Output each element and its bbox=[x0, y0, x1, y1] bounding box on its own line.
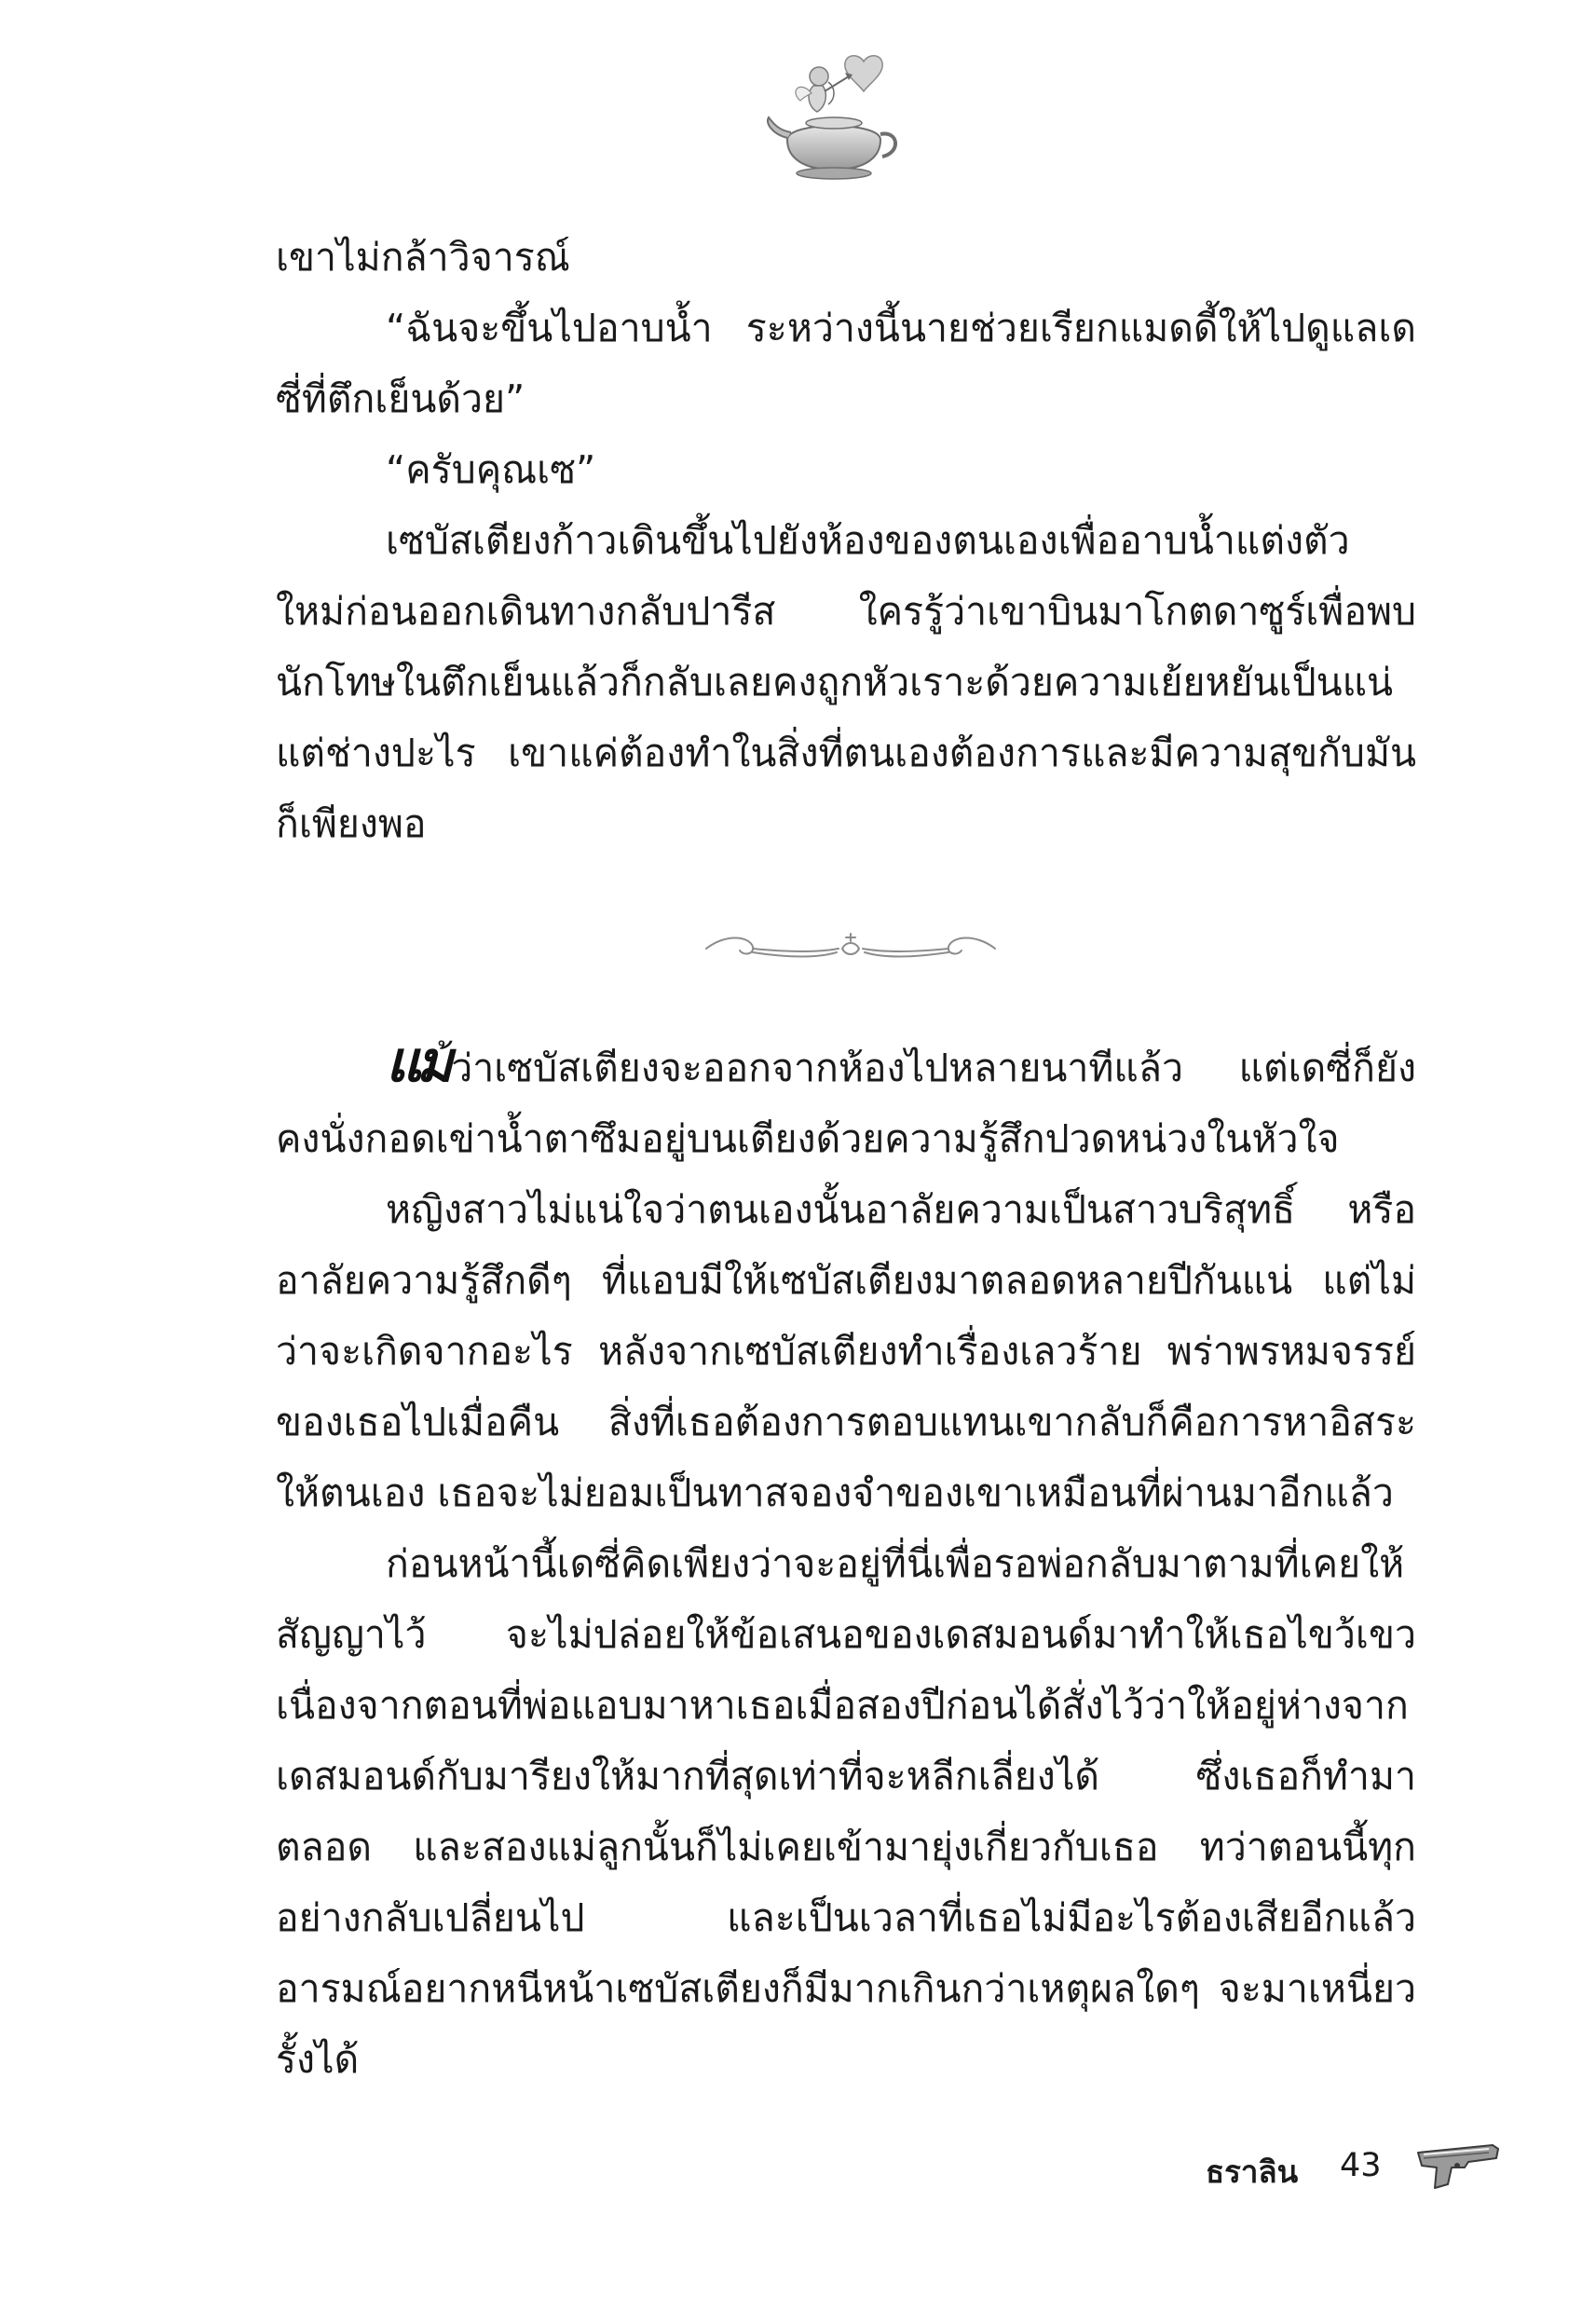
paragraph: “ครับคุณเซ” bbox=[386, 447, 596, 492]
dropcap: แม bbox=[386, 1030, 448, 1095]
pistol-icon bbox=[1414, 2140, 1502, 2192]
page-footer bbox=[1155, 2140, 1509, 2205]
paragraph: เซบัสเตียงก้าวเดินขึ้นไปยังห้องของตนเองเพื่ออาบน้ำแต่งตัวใหม่ก่อนออกเดินทางกลับปารีส ใครรู้ว่าเขาบินมาโกตดาซูร์เพื่อพบนักโทษในตึกเย็นแล้วก็กลับเลยคงถูกหัวเราะด้วยความเย้ยหยันเป็นแน่ แต่ช่างปะไร เขาแค่ต้องทำในสิ่งที่ตนเองต้องการและมีความสุขกับมันก็เพียงพอ bbox=[276, 518, 1416, 846]
flourish-divider-icon bbox=[697, 921, 1004, 977]
paragraph: ก่อนหน้านี้เดซี่คิดเพียงว่าจะอยู่ที่นี่เพื่อรอพ่อกลับมาตามที่เคยให้สัญญาไว้ จะไม่ปล่อยให้ข้อเสนอของเดสมอนด์มาทำให้เธอไขว้เขว เนื่องจากตอนที่พ่อแอบมาหาเธอเมื่อสองปีก่อนได้สั่งไว้ว่าให้อยู่ห่างจากเดสมอนด์กับมารียงให้มากที่สุดเท่าที่จะหลีกเลี่ยงได้ ซึ่งเธอก็ทำมาตลอด และสองแม่ลูกนั้นก็ไม่เคยเข้ามายุ่งเกี่ยวกับเธอ ทว่าตอนนี้ทุกอย่างกลับเปลี่ยนไป และเป็นเวลาที่เธอไม่มีอะไรต้องเสียอีกแล้ว อารมณ์อยากหนีหน้าเซบัสเตียงก็มีมากเกินกว่าเหตุผลใดๆ จะมาเหนี่ยวรั้งได้ bbox=[276, 1541, 1416, 2082]
teapot-cupid-ornament-icon bbox=[759, 48, 908, 188]
section-1-text bbox=[276, 222, 1416, 859]
paragraph-text: ้ว่าเซบัสเตียงจะออกจากห้องไปหลายนาทีแล้ว แต่เดซี่ก็ยังคงนั่งกอดเข่าน้ำตาซึมอยู่บนเตียงด้วยความรู้สึกปวดหน่วงในหัวใจ bbox=[276, 1046, 1416, 1161]
paragraph: เขาไม่กล้าวิจารณ์ bbox=[276, 235, 570, 280]
paragraph: “ฉันจะขึ้นไปอาบน้ำ ระหว่างนี้นายช่วยเรียกแมดดี้ให้ไปดูแลเดซี่ที่ตึกเย็นด้วย” bbox=[276, 306, 1416, 421]
footer-author: ธราลิน bbox=[1206, 2154, 1299, 2190]
paragraph bbox=[276, 1032, 1416, 1174]
page-number: 43 bbox=[1340, 2147, 1382, 2184]
section-2-text bbox=[276, 1032, 1416, 2095]
paragraph: หญิงสาวไม่แน่ใจว่าตนเองนั้นอาลัยความเป็นสาวบริสุทธิ์ หรืออาลัยความรู้สึกดีๆ ที่แอบมีให้เซบัสเตียงมาตลอดหลายปีกันแน่ แต่ไม่ว่าจะเกิดจากอะไร หลังจากเซบัสเตียงทำเรื่องเลวร้าย พร่าพรหมจรรย์ของเธอไปเมื่อคืน สิ่งที่เธอต้องการตอบแทนเขากลับก็คือการหาอิสระให้ตนเอง เธอจะไม่ยอมเป็นทาสจองจำของเขาเหมือนที่ผ่านมาอีกแล้ว bbox=[276, 1187, 1416, 1515]
